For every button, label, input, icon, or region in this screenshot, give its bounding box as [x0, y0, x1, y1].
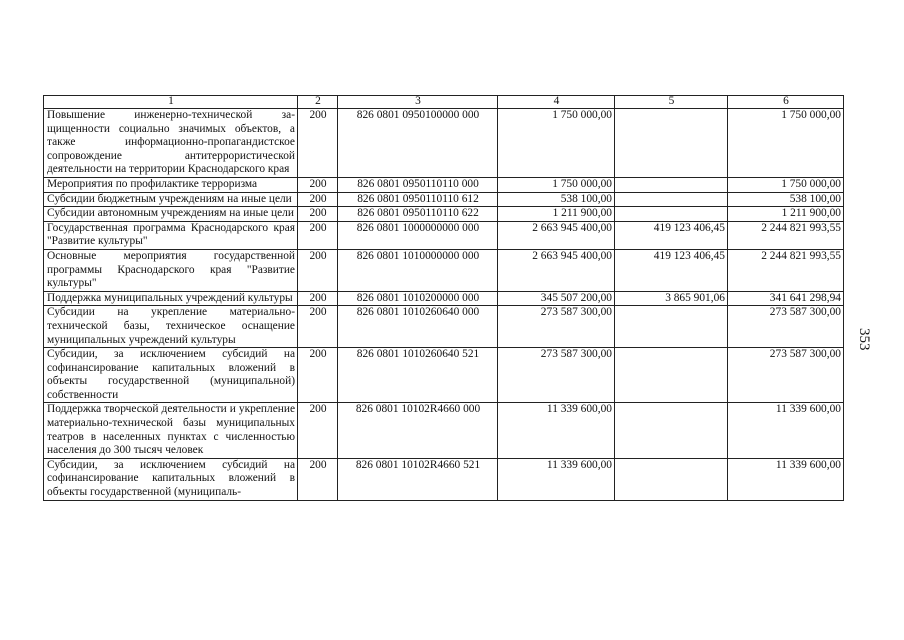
row-col6-cell: 341 641 298,94: [728, 291, 844, 306]
row-name-cell: Мероприятия по профилактике терроризма: [44, 177, 298, 192]
row-col4-cell: 273 587 300,00: [498, 348, 615, 403]
table-row: [44, 458, 844, 500]
row-kbk-cell: 826 0801 1010200000 000: [338, 291, 498, 306]
row-code-cell: 200: [298, 207, 338, 222]
row-kbk-cell: 826 0801 1010000000 000: [338, 249, 498, 291]
table-row: [44, 109, 844, 178]
row-col4-cell: 11 339 600,00: [498, 458, 615, 500]
row-name-cell: Субсидии бюджетным учреждениям на иные цели: [44, 192, 298, 207]
table-header-row: [44, 96, 844, 109]
row-kbk-cell: 826 0801 0950110110 612: [338, 192, 498, 207]
row-name-cell: Субсидии, за исключением субсидий на софинансирование капитальных вложений в объекты государственной (муниципаль-: [44, 458, 298, 500]
row-kbk-cell: 826 0801 10102R4660 521: [338, 458, 498, 500]
row-name-cell: Субсидии, за исключением субсидий на софинансирование капитальных вложений в объекты государственной (муниципальной) собственности: [44, 348, 298, 403]
row-col4-cell: 1 750 000,00: [498, 109, 615, 178]
header-col-2: 2: [298, 96, 338, 109]
row-code-cell: 200: [298, 458, 338, 500]
row-col4-cell: 1 211 900,00: [498, 207, 615, 222]
row-kbk-cell: 826 0801 0950110110 622: [338, 207, 498, 222]
row-col6-cell: 538 100,00: [728, 192, 844, 207]
row-code-cell: 200: [298, 192, 338, 207]
row-name-cell: Субсидии автономным учреждениям на иные цели: [44, 207, 298, 222]
row-col5-cell: [615, 306, 728, 348]
row-col4-cell: 2 663 945 400,00: [498, 221, 615, 249]
row-col6-cell: 2 244 821 993,55: [728, 221, 844, 249]
row-col5-cell: 419 123 406,45: [615, 249, 728, 291]
row-col5-cell: [615, 109, 728, 178]
table-row: [44, 177, 844, 192]
table-row: [44, 207, 844, 222]
header-col-4: 4: [498, 96, 615, 109]
row-col4-cell: 1 750 000,00: [498, 177, 615, 192]
row-kbk-cell: 826 0801 1010260640 000: [338, 306, 498, 348]
page-number: 353: [856, 328, 872, 351]
row-name-cell: Основные мероприятия государственной программы Краснодарского края "Развитие культуры": [44, 249, 298, 291]
row-col5-cell: 419 123 406,45: [615, 221, 728, 249]
row-col5-cell: 3 865 901,06: [615, 291, 728, 306]
header-col-3: 3: [338, 96, 498, 109]
row-col6-cell: 11 339 600,00: [728, 403, 844, 458]
row-col6-cell: 1 750 000,00: [728, 177, 844, 192]
row-name-cell: Субсидии на укрепление материально-технической базы, техническое оснащение муниципальных учреждений культуры: [44, 306, 298, 348]
table-row: [44, 348, 844, 403]
row-col5-cell: [615, 403, 728, 458]
row-code-cell: 200: [298, 403, 338, 458]
row-col6-cell: 273 587 300,00: [728, 306, 844, 348]
row-code-cell: 200: [298, 221, 338, 249]
budget-table-body: [44, 96, 844, 501]
row-col4-cell: 11 339 600,00: [498, 403, 615, 458]
table-row: [44, 403, 844, 458]
table-row: [44, 249, 844, 291]
row-kbk-cell: 826 0801 0950100000 000: [338, 109, 498, 178]
row-col5-cell: [615, 348, 728, 403]
row-col5-cell: [615, 192, 728, 207]
row-name-cell: Повышение инженерно-технической защищенности социально значимых объектов, а также информационно-пропагандистское сопровождение антитеррористической деятельности на территории Краснодарского края: [44, 109, 298, 178]
row-code-cell: 200: [298, 348, 338, 403]
row-col5-cell: [615, 207, 728, 222]
row-col5-cell: [615, 177, 728, 192]
table-row: [44, 192, 844, 207]
table-row: [44, 306, 844, 348]
header-col-5: 5: [615, 96, 728, 109]
row-col6-cell: 1 750 000,00: [728, 109, 844, 178]
row-code-cell: 200: [298, 109, 338, 178]
row-name-cell: Поддержка творческой деятельности и укрепление материально-технической базы муниципальных театров в населенных пунктах с численностью населения до 300 тысяч человек: [44, 403, 298, 458]
row-col6-cell: 2 244 821 993,55: [728, 249, 844, 291]
row-col4-cell: 2 663 945 400,00: [498, 249, 615, 291]
row-code-cell: 200: [298, 249, 338, 291]
budget-table: [43, 95, 844, 501]
row-col5-cell: [615, 458, 728, 500]
row-kbk-cell: 826 0801 10102R4660 000: [338, 403, 498, 458]
row-col4-cell: 538 100,00: [498, 192, 615, 207]
row-col4-cell: 273 587 300,00: [498, 306, 615, 348]
table-row: [44, 291, 844, 306]
row-col6-cell: 273 587 300,00: [728, 348, 844, 403]
table-row: [44, 221, 844, 249]
header-col-1: 1: [44, 96, 298, 109]
row-kbk-cell: 826 0801 1000000000 000: [338, 221, 498, 249]
row-col6-cell: 1 211 900,00: [728, 207, 844, 222]
row-kbk-cell: 826 0801 1010260640 521: [338, 348, 498, 403]
row-code-cell: 200: [298, 291, 338, 306]
row-name-cell: Поддержка муниципальных учреждений культуры: [44, 291, 298, 306]
row-col4-cell: 345 507 200,00: [498, 291, 615, 306]
row-col6-cell: 11 339 600,00: [728, 458, 844, 500]
row-kbk-cell: 826 0801 0950110110 000: [338, 177, 498, 192]
row-code-cell: 200: [298, 177, 338, 192]
row-name-cell: Государственная программа Краснодарского края "Развитие культуры": [44, 221, 298, 249]
row-code-cell: 200: [298, 306, 338, 348]
header-col-6: 6: [728, 96, 844, 109]
